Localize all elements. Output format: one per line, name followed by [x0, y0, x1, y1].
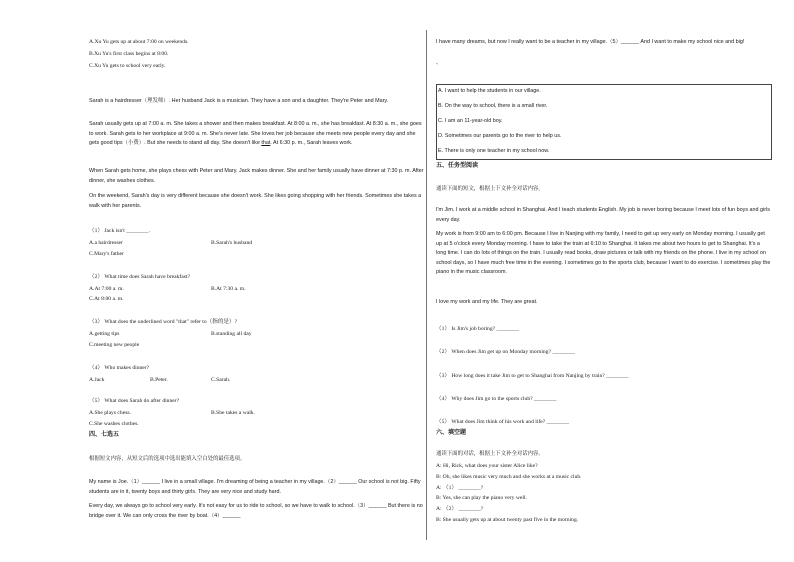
passage-p4: On the weekend, Sarah's day is very different because she doesn't work. She likes going shopping with her friends. Sometimes she takes a walk with her parents. — [89, 193, 422, 209]
underlined-that: that — [261, 140, 271, 147]
q4-option-c[interactable]: C.Sarah. — [211, 377, 231, 383]
reading-question-1: （1） Is Jim's job boring? ________ — [436, 326, 519, 332]
q4-option-a[interactable]: A.Jack — [89, 377, 105, 383]
section-5-instruction: 通读下面的短文，根据上下文补全对话内容。 — [436, 186, 544, 192]
section-4-p3: Every day, we always go to school very early. It's not easy for us to ride to school, so we have to walk to school.（3）______ But there is no bridge over it. We can only cross the river by boat.（4）______ — [89, 503, 423, 519]
dialog-line-6: B: She usually gets up at about twenty past five in the morning. — [436, 517, 579, 523]
q1-option-c[interactable]: C.Mary's father — [89, 251, 124, 257]
section-4-p1: My name is Joe.（1）______ I live in a small village. I'm dreaming of being a teacher in my village.（2）______ Our school is not big. Fifty students are in it, twenty boys and thirty girls. They are very nice and study hard. — [89, 479, 421, 495]
q3-option-a[interactable]: A.getting tips — [89, 331, 120, 337]
q3-option-b[interactable]: B.standing all day — [211, 331, 252, 337]
q5-option-b[interactable]: B.She takes a walk. — [211, 410, 255, 416]
section-4-instruction: 根据短文内容，从短文后的选项中选出能填入空白处的最佳选项。 — [89, 456, 246, 462]
question-1: （1） Jack isn't ________. — [89, 228, 150, 234]
section-4-title: 四、七选五 — [89, 432, 120, 438]
box-option-e[interactable]: E. There is only one teacher in my school now. — [438, 148, 550, 154]
box-option-a[interactable]: A. I want to help the students in our village. — [438, 88, 541, 94]
section-6-instruction: 通读下面的对话，根据上下文补全对话内容。 — [436, 451, 544, 457]
stray-mark: 、 — [436, 60, 442, 66]
dialog-line-2: B: Oh, she likes music very much and she works at a music club. — [436, 474, 582, 480]
dialog-line-3: A: （1） ________? — [436, 485, 484, 491]
question-4: （4） Who makes dinner? — [89, 365, 150, 371]
left-column — [89, 0, 434, 562]
box-option-d[interactable]: D. Sometimes our parents go to the river to help us. — [438, 133, 562, 139]
q3-option-c[interactable]: C.meeting new people — [89, 342, 140, 348]
dialog-line-1: A: Hi, Rick, what does your sister Alice like? — [436, 463, 538, 469]
option-c-prev: C.Xu Yu gets to school very early. — [89, 63, 166, 69]
option-b-prev: B.Xu Yu's first class begins at 8:00. — [89, 51, 169, 57]
q5-option-a[interactable]: A.She plays chess. — [89, 410, 131, 416]
reading-p3: I love my work and my life. They are great. — [436, 299, 538, 305]
q4-option-b[interactable]: B.Peter. — [150, 377, 168, 383]
reading-question-5: （5） What does Jim think of his work and life? ________ — [436, 419, 569, 425]
q2-option-b[interactable]: B.At 7:30 a. m. — [211, 286, 246, 292]
reading-question-2: （2） When does Jim get up on Monday morning? ________ — [436, 349, 575, 355]
reading-p2: My work is from 9:00 am to 6:00 pm. Because I live in Nanjing with my family, I need to get up very early on Monday morning. I usually get up at 5 o'clock every Monday morning. I have to take the train at 6:10 to Shanghai. It takes me about two hours to get to Shanghai. It's a long time. I can do lots of things on the train. I usually read books, draw pictures or talk with my friends on the phone. I live in my school on school days, so I have much free time in the evening. I sometimes go to the sports club, because I want to do exercise. I sometimes play the piano in the music classroom. — [436, 231, 771, 276]
q2-option-a[interactable]: A.At 7:00 a. m. — [89, 286, 124, 292]
dialog-line-5: A: （2） ________? — [436, 506, 484, 512]
q5-option-c[interactable]: C.She washes clothes. — [89, 421, 139, 427]
section-4-p4: I have many dreams, but now I really want to be a teacher in my village.（5）______ And I want to make my school nice and big! — [436, 39, 745, 45]
reading-p1: I'm Jim. I work at a middle school in Shanghai. And I teach students English. My job is never boring because I meet lots of fun boys and girls every day. — [436, 207, 770, 223]
question-2: （2） What time does Sarah have breakfast? — [89, 274, 190, 280]
q2-option-c[interactable]: C.At 8:00 a. m. — [89, 296, 124, 302]
right-column — [436, 0, 781, 562]
reading-question-3: （3） How long does it take Jim to get to Shanghai from Nanjing by train? ________ — [436, 373, 629, 379]
q1-option-a[interactable]: A.a hairdresser — [89, 240, 123, 246]
box-option-b[interactable]: B. On the way to school, there is a small river. — [438, 103, 548, 109]
section-6-title: 六、填空题 — [436, 430, 467, 436]
question-5: （5） What does Sarah do after dinner? — [89, 398, 180, 404]
question-3: （3） What does the underlined word "that" refer to（指的是）? — [89, 319, 238, 325]
option-a-prev: A.Xu Yu gets up at about 7:00 on weekends. — [89, 39, 189, 45]
reading-question-4: （4） Why does Jim go to the sports club? ________ — [436, 396, 557, 402]
passage-p3: When Sarah gets home, she plays chess with Peter and Mary. Jack makes dinner. She and her family usually have dinner at 7:30 p. m. After dinner, she washes clothes. — [89, 168, 424, 184]
passage-p1: Sarah is a hairdresser（理发师）. Her husband Jack is a musician. They have a son and a daughter. They're Peter and Mary. — [89, 98, 389, 104]
dialog-line-4: B: Yes, she can play the piano very well. — [436, 495, 527, 501]
section-5-title: 五、任务型阅读 — [436, 163, 479, 169]
options-box — [436, 84, 772, 160]
q1-option-b[interactable]: B.Sarah's husband — [211, 240, 253, 246]
box-option-c[interactable]: C. I am an 11-year-old boy. — [438, 118, 503, 124]
passage-p2: Sarah usually gets up at 7:00 a. m. She takes a shower and then makes breakfast. At 8:00 a. m., she has breakfast. At 8:30 a. m., she goes to work. Sarah gets to her workplace at 9:00 a. m. She's never late. She loves her job because she meets new people every day and she gets good tips（小费）. But she needs to stand all day. She doesn't like that. At 6:30 p. m., Sarah leaves work. — [89, 121, 422, 147]
